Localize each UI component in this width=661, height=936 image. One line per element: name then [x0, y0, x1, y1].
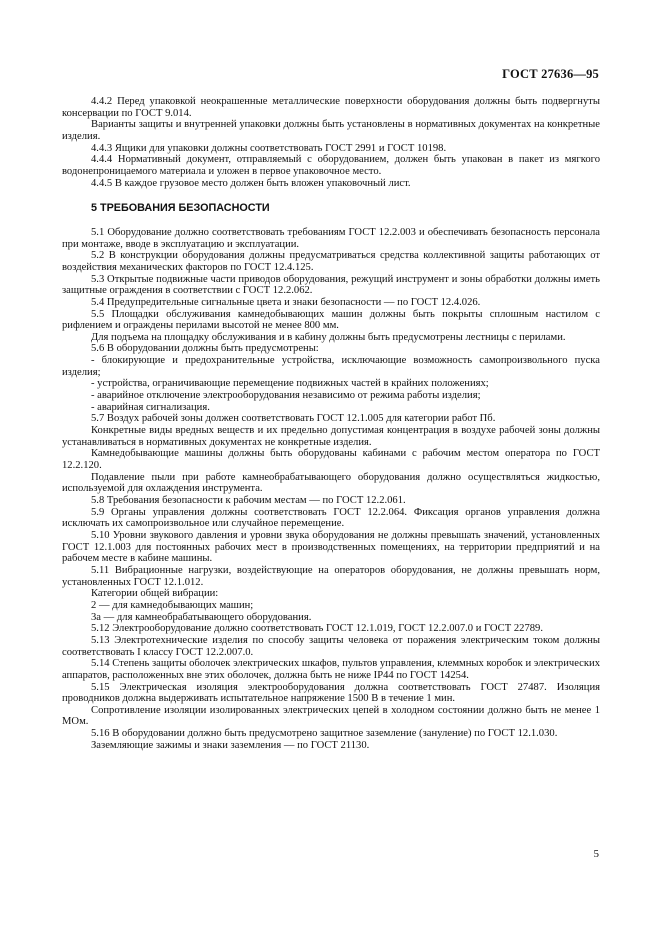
list-item: 3а — для камнеобрабатывающего оборудования.: [91, 611, 312, 623]
paragraph: 5.5 Площадки обслуживания камнедобывающих машин должны быть покрыты сплошным настилом с рифлением и ограждены перилами высотой не менее 800 мм.: [62, 308, 600, 332]
subsection-4-4: [62, 96, 600, 189]
list-item: - аварийная сигнализация.: [91, 401, 210, 413]
section-5-body: [62, 227, 600, 752]
page-number: 5: [593, 848, 599, 860]
paragraph: 5.3 Открытые подвижные части приводов оборудования, режущий инструмент и зоны обработки должны иметь защитные ограждения в соответствии с ГОСТ 12.2.062.: [62, 273, 600, 297]
paragraph: 5.13 Электротехнические изделия по способу защиты человека от поражения электрическим током должны соответствовать I классу ГОСТ 12.2.007.0.: [62, 634, 600, 658]
paragraph: 4.4.5 В каждое грузовое место должен быть вложен упаковочный лист.: [91, 177, 411, 189]
paragraph: Заземляющие зажимы и знаки заземления — по ГОСТ 21130.: [91, 739, 370, 751]
paragraph: 5.4 Предупредительные сигнальные цвета и знаки безопасности — по ГОСТ 12.4.026.: [91, 296, 481, 308]
section-heading: 5 ТРЕБОВАНИЯ БЕЗОПАСНОСТИ: [91, 202, 270, 215]
paragraph: 4.4.2 Перед упаковкой неокрашенные металлические поверхности оборудования должны быть подвергнуты консервации по ГОСТ 9.014.: [62, 96, 600, 119]
paragraph: 5.6 В оборудовании должны быть предусмотрены:: [91, 343, 319, 355]
list-item: - аварийное отключение электрооборудования независимо от режима работы изделия;: [91, 390, 481, 402]
paragraph: Категории общей вибрации:: [91, 588, 219, 600]
paragraph: Для подъема на площадку обслуживания и в кабину должны быть предусмотрены лестницы с перилами.: [91, 331, 566, 343]
paragraph: 4.4.3 Ящики для упаковки должны соответствовать ГОСТ 2991 и ГОСТ 10198.: [91, 142, 447, 154]
paragraph: 5.14 Степень защиты оболочек электрических шкафов, пультов управления, клеммных коробок и электрических аппаратов, расположенных вне этих оболочек, должна быть не ниже IP44 по ГОСТ 14254.: [62, 658, 600, 681]
paragraph: 5.12 Электрооборудование должно соответствовать ГОСТ 12.1.019, ГОСТ 12.2.007.0 и ГОСТ 22789.: [91, 623, 543, 635]
list-item: - блокирующие и предохранительные устройства, исключающие возможность самопроизвольного пуска изделия;: [62, 355, 600, 378]
paragraph: Сопротивление изоляции изолированных электрических цепей в холодном состоянии должно быть не менее 1 МОм.: [62, 704, 600, 728]
paragraph: 4.4.4 Нормативный документ, отправляемый с оборудованием, должен быть упакован в пакет из мягкого водонепроницаемого материала и уложен в первое упаковочное место.: [62, 154, 600, 177]
list-item: - устройства, ограничивающие перемещение подвижных частей в крайних положениях;: [91, 378, 489, 390]
list-item: 2 — для камнедобывающих машин;: [91, 599, 254, 611]
paragraph: 5.8 Требования безопасности к рабочим местам — по ГОСТ 12.2.061.: [91, 495, 406, 506]
paragraph: 5.7 Воздух рабочей зоны должен соответствовать ГОСТ 12.1.005 для категории работ Пб.: [91, 413, 496, 425]
paragraph: Камнедобывающие машины должны быть оборудованы кабинами с рабочим местом оператора по ГОСТ 12.2.120.: [62, 448, 600, 472]
paragraph: 5.11 Вибрационные нагрузки, воздействующие на операторов оборудования, не должны превышать норм, установленных ГОСТ 12.1.012.: [62, 564, 600, 588]
document-body: [62, 96, 600, 751]
paragraph: Конкретные виды вредных веществ и их предельно допустимая концентрация в воздухе рабочей зоны должны устанавливаться в нормативных документах не конкретные изделия.: [62, 425, 600, 448]
paragraph: 5.16 В оборудовании должно быть предусмотрено защитное заземление (зануление) по ГОСТ 12.1.030.: [91, 728, 558, 740]
paragraph: 5.1 Оборудование должно соответствовать требованиям ГОСТ 12.2.003 и обеспечивать безопасность персонала при монтаже, вводе в эксплуатацию и эксплуатации.: [62, 226, 600, 250]
paragraph: 5.10 Уровни звукового давления и уровни звука оборудования не должны превышать значений, установленных ГОСТ 12.1.003 для постоянных рабочих мест в производственных помещениях, на территории предприятий и на рабочем месте в кабине машины.: [62, 529, 600, 565]
paragraph: 5.9 Органы управления должны соответствовать ГОСТ 12.2.064. Фиксация органов управления должна исключать их самопроизвольное или случайное перемещение.: [62, 506, 600, 530]
paragraph: Подавление пыли при работе камнеобрабатывающего оборудования должно осуществляться жидкостью, используемой для охлаждения инструмента.: [62, 471, 600, 495]
paragraph: Варианты защиты и внутренней упаковки должны быть установлены в нормативных документах на конкретные изделия.: [62, 119, 600, 142]
paragraph: 5.2 В конструкции оборудования должны предусматриваться средства коллективной защиты работающих от воздействия механических факторов по ГОСТ 12.4.125.: [62, 250, 600, 273]
paragraph: 5.15 Электрическая изоляция электрооборудования должна соответствовать ГОСТ 27487. Изоляция проводников должна выдерживать испытательное напряжение 1500 В в течение 1 мин.: [62, 681, 600, 705]
document-header: ГОСТ 27636—95: [502, 67, 599, 81]
